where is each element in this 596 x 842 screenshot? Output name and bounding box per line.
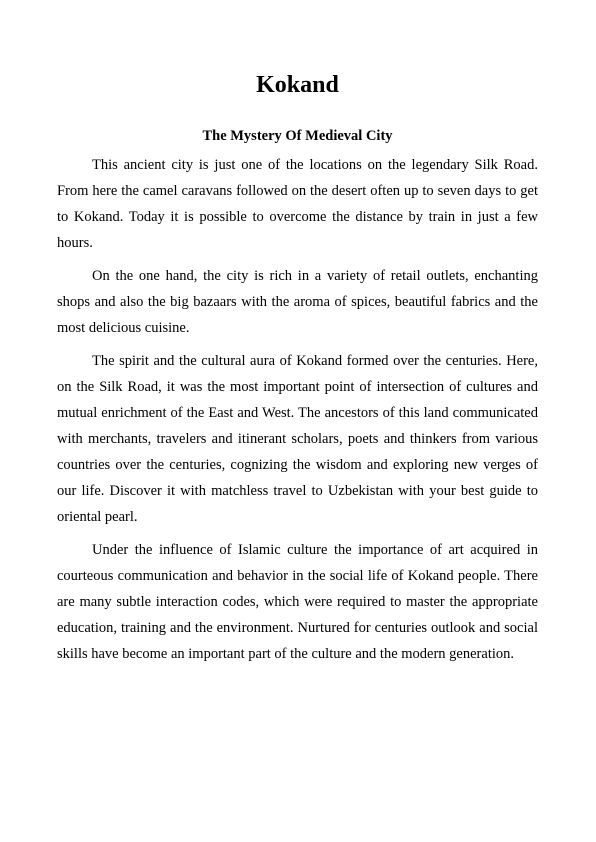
document-title: Kokand <box>256 72 339 98</box>
paragraph-4: Under the influence of Islamic culture the importance of art acquired in courteous communication and behavior in the social life of Kokand people. There are many subtle interaction codes, which were required to master the appropriate education, training and the environment. Nurtured for centuries outlook and social skills have become an important part of the culture and the modern generation. <box>57 542 538 662</box>
paragraph-1: This ancient city is just one of the locations on the legendary Silk Road. From here the camel caravans followed on the desert often up to seven days to get to Kokand. Today it is possible to overcome the distance by train in just a few hours. <box>57 157 538 251</box>
paragraph-2: On the one hand, the city is rich in a variety of retail outlets, enchanting shops and also the big bazaars with the aroma of spices, beautiful fabrics and the most delicious cuisine. <box>57 268 538 336</box>
document-subtitle: The Mystery Of Medieval City <box>202 128 393 144</box>
paragraph-3: The spirit and the cultural aura of Kokand formed over the centuries. Here, on the Silk Road, it was the most important point of intersection of cultures and mutual enrichment of the East and West. The ancestors of this land communicated with merchants, travelers and itinerant scholars, poets and thinkers from various countries over the centuries, cognizing the wisdom and exploring new verges of our life. Discover it with matchless travel to Uzbekistan with your best guide to oriental pearl. <box>57 353 538 525</box>
document-page <box>57 66 538 674</box>
